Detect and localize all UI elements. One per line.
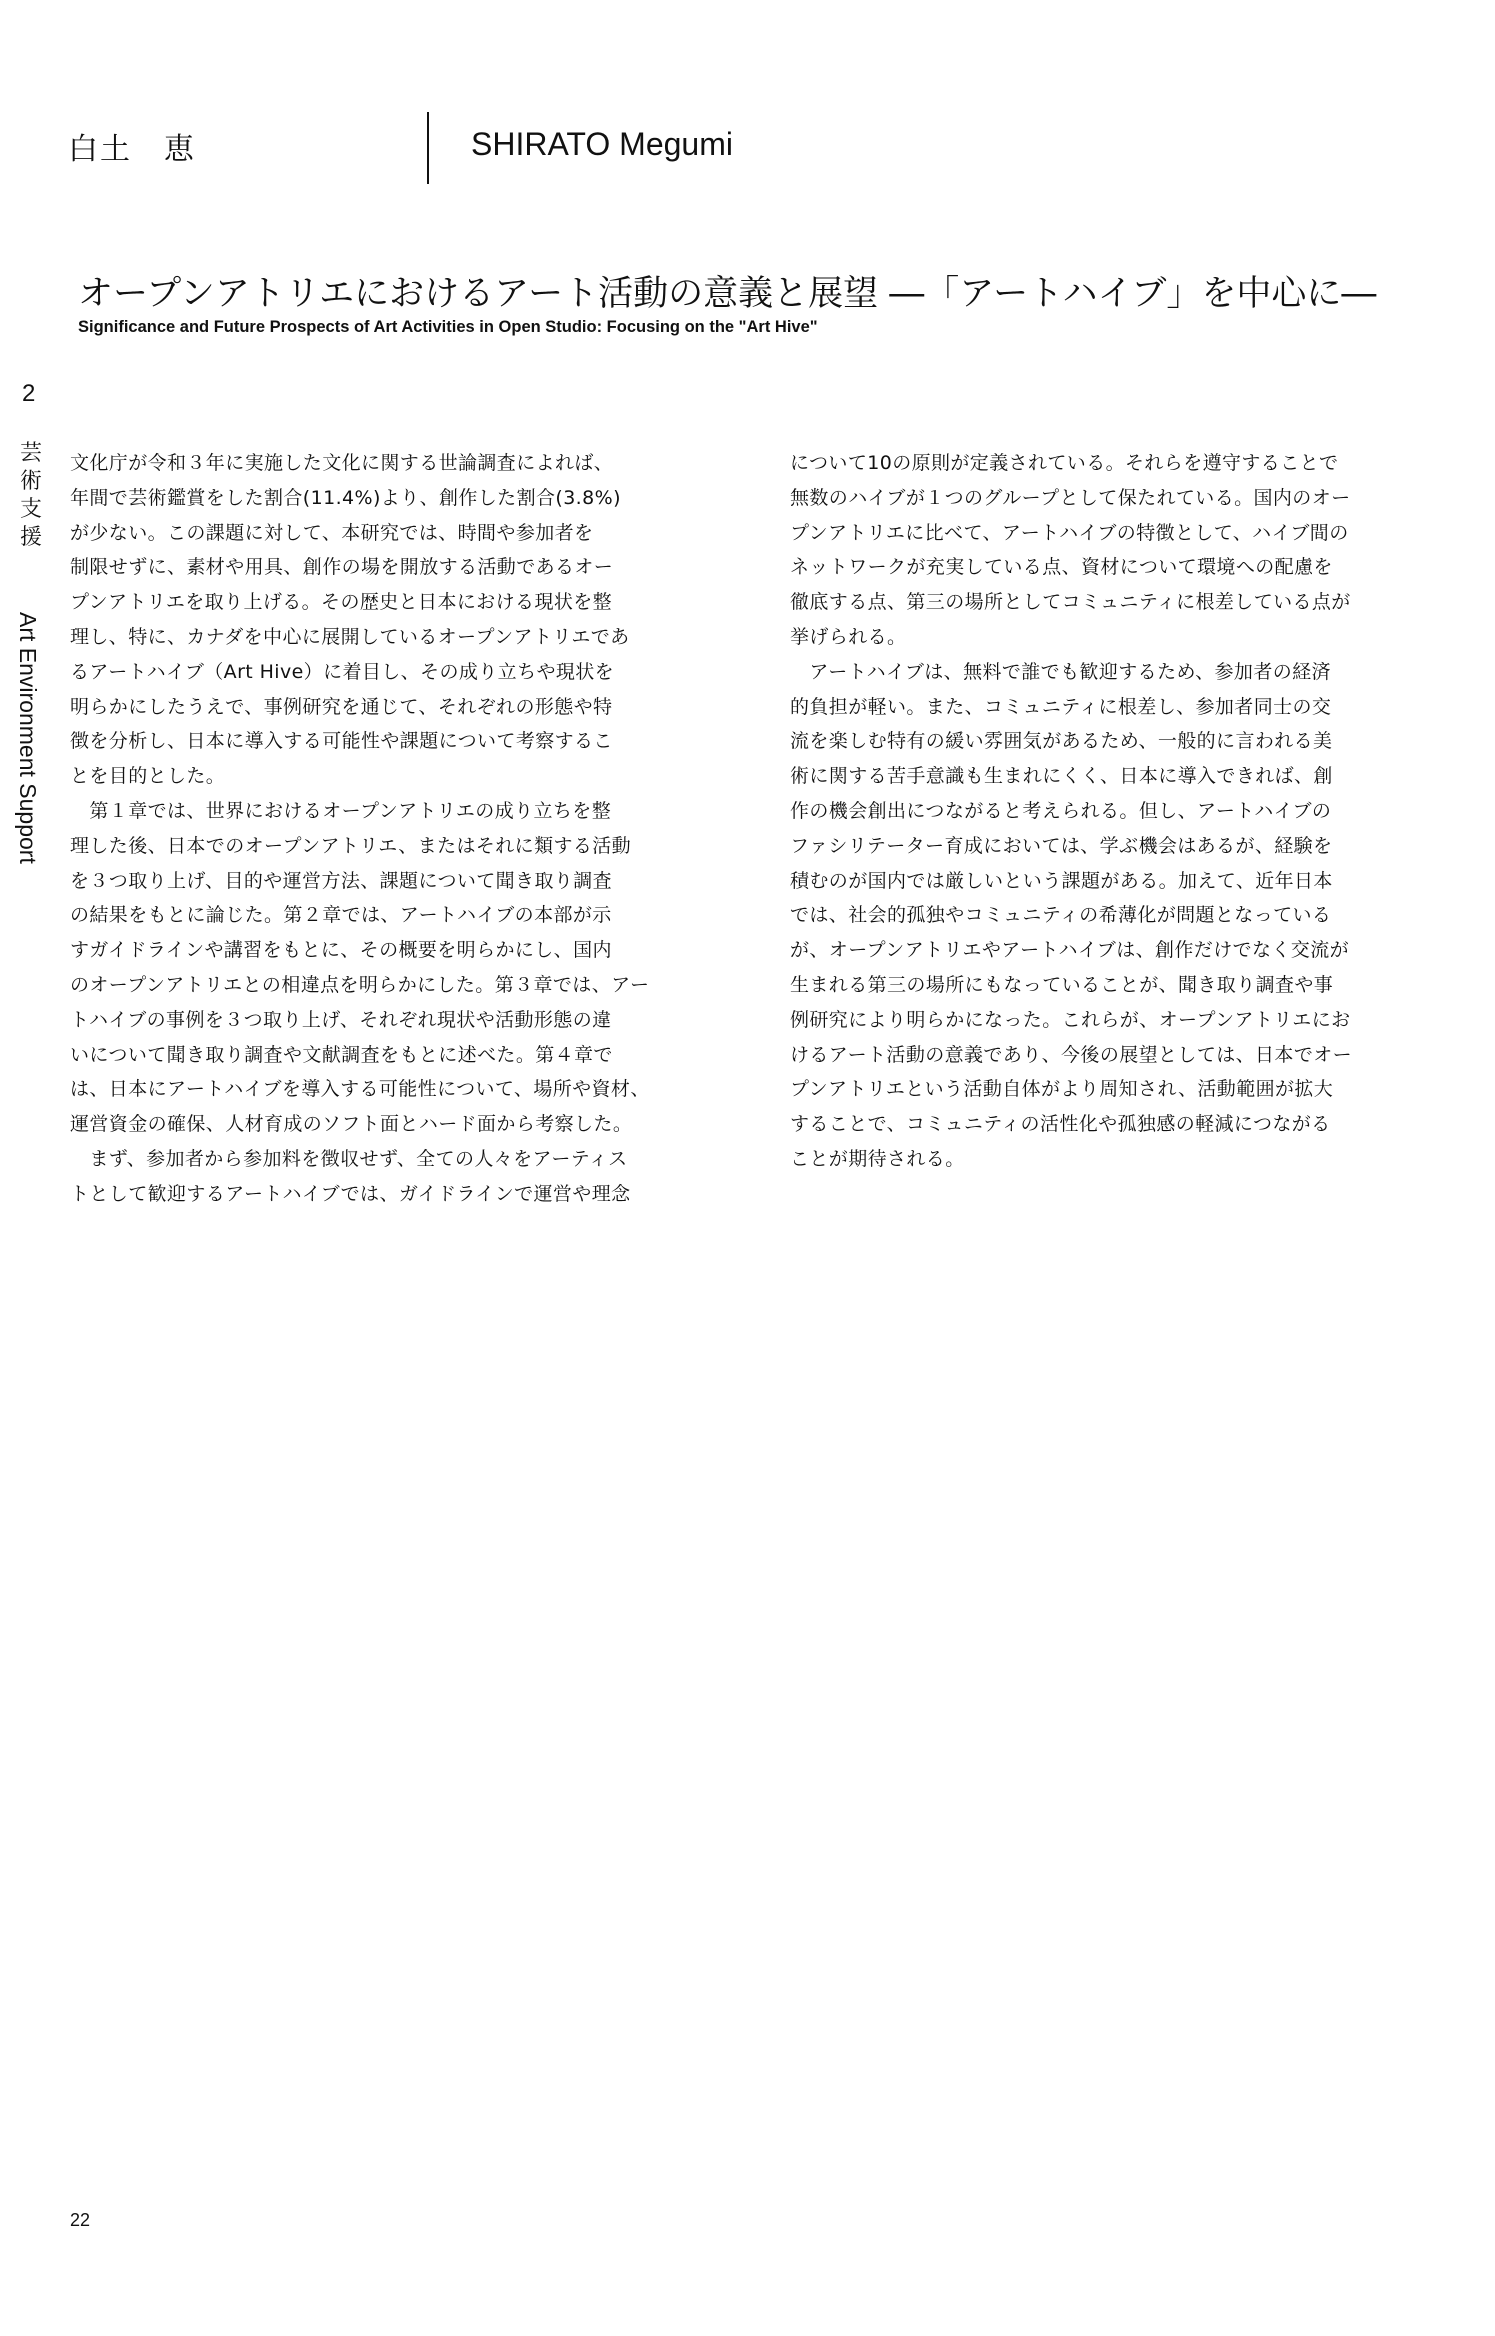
text-line: 作の機会創出につながると考えられる。但し、アートハイブの <box>790 799 1332 822</box>
author-name-ja: 白土 恵 <box>68 132 196 167</box>
text-line: 明らかにしたうえで、事例研究を通じて、それぞれの形態や特 <box>70 695 613 718</box>
text-line: 理した後、日本でのオープンアトリエ、またはそれに類する活動 <box>70 834 632 857</box>
text-line: が、オープンアトリエやアートハイブは、創作だけでなく交流が <box>790 939 1349 962</box>
paragraph <box>790 655 1450 1177</box>
text-line: 術に関する苦手意識も生まれにくく、日本に導入できれば、創 <box>790 765 1333 788</box>
text-line: るアートハイブ（Art Hive）に着目し、その成り立ちや現状を <box>70 660 615 683</box>
paper-title-en: Significance and Future Prospects of Art Activities in Open Studio: Focusing on the "Art Hive" <box>78 318 818 336</box>
text-line: 生まれる第三の場所にもなっていることが、聞き取り調査や事 <box>790 973 1334 996</box>
paper-title-ja: オープンアトリエにおけるアート活動の意義と展望 ―「アートハイブ」を中心に― <box>78 274 1377 314</box>
text-line: 徹底する点、第三の場所としてコミュニティに根差している点が <box>790 591 1351 614</box>
section-label-en: Art Environment Support <box>15 612 41 864</box>
text-line: ファシリテーター育成においては、学ぶ機会はあるが、経験を <box>790 834 1333 857</box>
text-line: アートハイブは、無料で誰でも歓迎するため、参加者の経済 <box>790 660 1331 683</box>
text-line: 理し、特に、カナダを中心に展開しているオープンアトリエであ <box>70 625 630 648</box>
text-line: 徴を分析し、日本に導入する可能性や課題について考察するこ <box>70 730 613 753</box>
text-line: ことが期待される。 <box>790 1147 965 1170</box>
paragraph <box>70 446 730 794</box>
text-line: することで、コミュニティの活性化や孤独感の軽減につながる <box>790 1113 1331 1136</box>
text-line: のオープンアトリエとの相違点を明らかにした。第３章では、アー <box>70 973 650 996</box>
header-divider <box>427 112 429 184</box>
text-line: について10の原則が定義されている。それらを遵守することで <box>790 452 1339 474</box>
text-line: 挙げられる。 <box>790 625 907 648</box>
text-line: ネットワークが充実している点、資材について環境への配慮を <box>790 556 1333 579</box>
paragraph <box>70 794 730 1142</box>
text-line: は、日本にアートハイブを導入する可能性について、場所や資材、 <box>70 1078 650 1101</box>
text-line: とを目的とした。 <box>70 765 226 788</box>
body-column-left <box>70 446 730 1212</box>
text-line: プンアトリエに比べて、アートハイブの特徴として、ハイブ間の <box>790 521 1349 544</box>
text-line: すガイドラインや講習をもとに、その概要を明らかにし、国内 <box>70 939 612 962</box>
text-line: トハイブの事例を３つ取り上げ、それぞれ現状や活動形態の違 <box>70 1008 612 1031</box>
author-name-en: SHIRATO Megumi <box>471 126 733 162</box>
page-number: 22 <box>70 2210 91 2230</box>
text-line: 的負担が軽い。また、コミュニティに根差し、参加者同士の交 <box>790 695 1332 718</box>
text-line: けるアート活動の意義であり、今後の展望としては、日本でオー <box>790 1043 1353 1066</box>
text-line: 積むのが国内では厳しいという課題がある。加えて、近年日本 <box>790 869 1333 892</box>
body-column-right <box>790 446 1450 1177</box>
text-line: 流を楽しむ特有の緩い雰囲気があるため、一般的に言われる美 <box>790 730 1333 753</box>
text-line: プンアトリエを取り上げる。その歴史と日本における現状を整 <box>70 591 613 614</box>
text-line: まず、参加者から参加料を徴収せず、全ての人々をアーティス <box>70 1147 628 1170</box>
text-line: の結果をもとに論じた。第２章では、アートハイブの本部が示 <box>70 904 612 927</box>
text-line: 第１章では、世界におけるオープンアトリエの成り立ちを整 <box>70 799 612 822</box>
text-line: では、社会的孤独やコミュニティの希薄化が問題となっている <box>790 904 1332 927</box>
paragraph <box>790 446 1450 655</box>
text-line: を３つ取り上げ、目的や運営方法、課題について聞き取り調査 <box>70 869 613 892</box>
text-line: 制限せずに、素材や用具、創作の場を開放する活動であるオー <box>70 556 614 579</box>
text-line: 文化庁が令和３年に実施した文化に関する世論調査によれば、 <box>70 452 614 474</box>
section-label-ja: 芸 術 支 援 <box>19 441 42 550</box>
text-line: 運営資金の確保、人材育成のソフト面とハード面から考察した。 <box>70 1113 633 1136</box>
text-line: 例研究により明らかになった。これらが、オープンアトリエにお <box>790 1008 1351 1031</box>
text-line: が少ない。この課題に対して、本研究では、時間や参加者を <box>70 521 594 544</box>
text-line: 年間で芸術鑑賞をした割合(11.4%)より、創作した割合(3.8%) <box>70 486 621 509</box>
text-line: トとして歓迎するアートハイブでは、ガイドラインで運営や理念 <box>70 1182 631 1205</box>
paragraph <box>70 1142 730 1212</box>
text-line: 無数のハイブが１つのグループとして保たれている。国内のオー <box>790 486 1351 509</box>
text-line: いについて聞き取り調査や文献調査をもとに述べた。第４章で <box>70 1043 613 1066</box>
section-number: 2 <box>22 380 36 407</box>
text-line: プンアトリエという活動自体がより周知され、活動範囲が拡大 <box>790 1078 1334 1101</box>
